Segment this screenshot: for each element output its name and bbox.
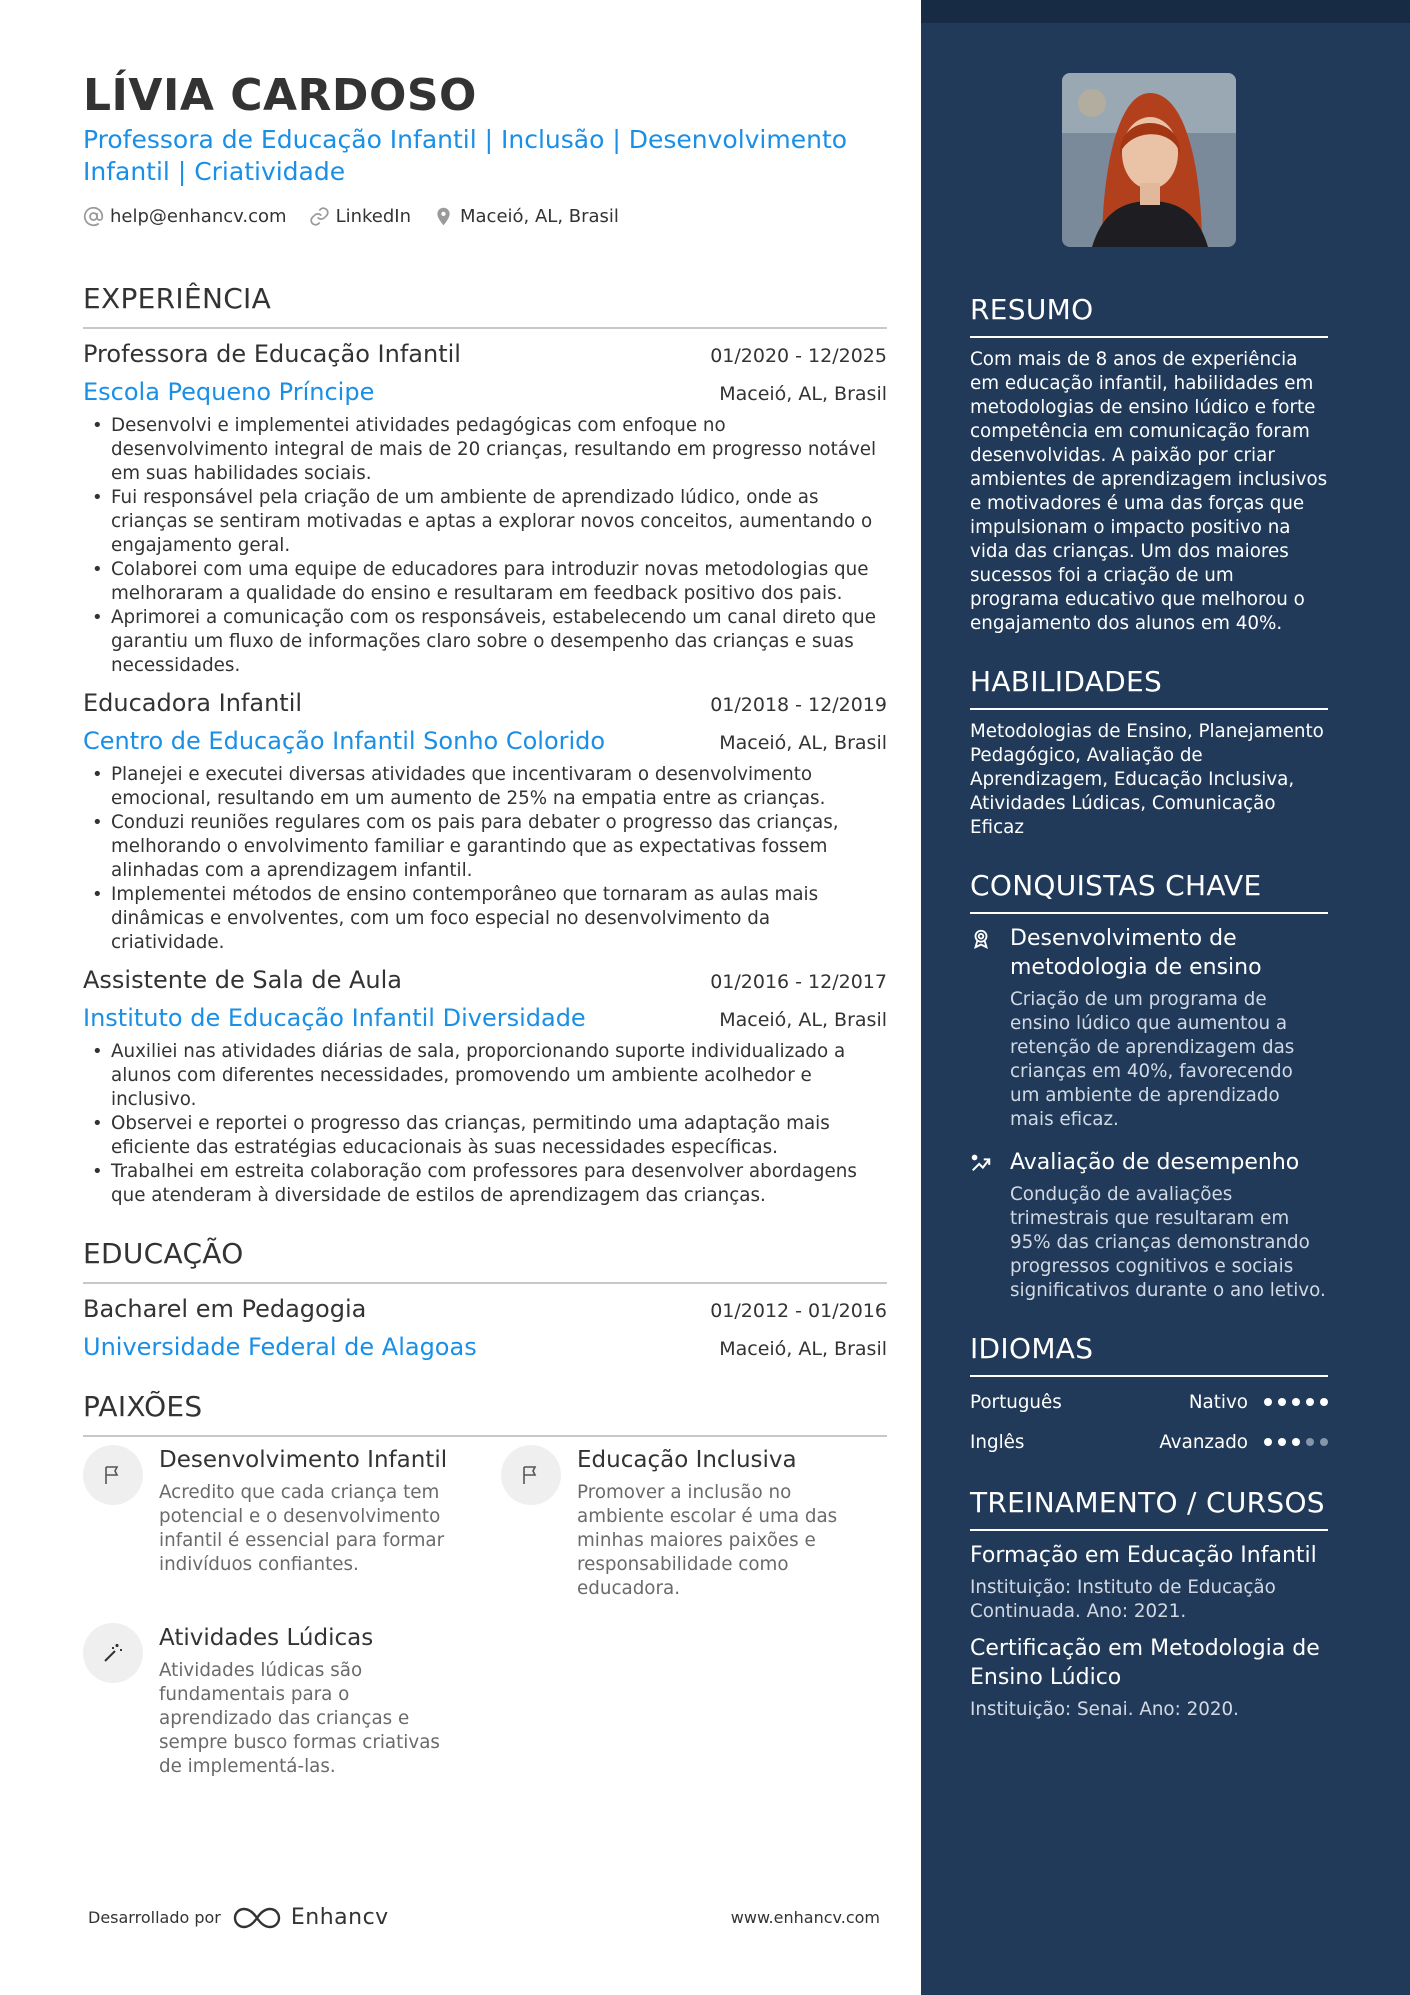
language-rating xyxy=(1264,1398,1328,1406)
school-location: Maceió, AL, Brasil xyxy=(719,1338,887,1360)
bullet-item: • Planejei e executei diversas atividades que incentivaram o desenvolvimento emocional, resultando em um aumento de 25% na empatia entre as crianças. xyxy=(83,763,887,811)
email-text: help@enhancv.com xyxy=(110,206,287,227)
rating-dot xyxy=(1278,1438,1286,1446)
main-column xyxy=(83,70,887,1779)
bullet-item: • Aprimorei a comunicação com os responsáveis, estabelecendo um canal direto que garantiu um fluxo de informações claro sobre o desempenho das crianças e suas necessidades. xyxy=(83,606,887,678)
headline: Professora de Educação Infantil | Inclusão | Desenvolvimento Infantil | Criatividade xyxy=(83,125,848,186)
course-description: Instituição: Instituto de Educação Continuada. Ano: 2021. xyxy=(970,1577,1276,1622)
magic-wand-icon xyxy=(83,1623,143,1683)
school-name: Universidade Federal de Alagoas xyxy=(83,1333,477,1361)
courses-title: TREINAMENTO / CURSOS xyxy=(970,1486,1325,1519)
passion-item xyxy=(501,1445,887,1601)
language-level: Nativo xyxy=(1188,1391,1248,1413)
section-divider xyxy=(970,708,1328,710)
contact-info xyxy=(83,206,887,227)
course-item xyxy=(970,1634,1328,1722)
language-name: Inglês xyxy=(970,1431,1025,1453)
contact-location xyxy=(433,206,619,227)
education-title: EDUCAÇÃO xyxy=(83,1237,244,1270)
bullet-item: • Conduzi reuniões regulares com os pais para debater o progresso das crianças, melhorando o envolvimento familiar e garantindo que as expectativas fossem alinhadas com a aprendizagem infantil. xyxy=(83,811,887,883)
passion-title: Atividades Lúdicas xyxy=(159,1625,374,1651)
achievements-section xyxy=(970,868,1328,1303)
passion-item xyxy=(83,1623,501,1779)
bullet-item: • Fui responsável pela criação de um ambiente de aprendizado lúdico, onde as crianças se sentiram motivadas e aptas a explorar novos conceitos, aumentando o engajamento geral. xyxy=(83,486,887,558)
achievement-item xyxy=(970,1148,1328,1303)
location-pin-icon xyxy=(433,206,454,227)
section-divider xyxy=(83,1282,887,1284)
job-title: Assistente de Sala de Aula xyxy=(83,966,402,994)
passion-item xyxy=(83,1445,501,1601)
company-name: Centro de Educação Infantil Sonho Colorido xyxy=(83,727,606,755)
bullet-item: • Implementei métodos de ensino contemporâneo que tornaram as aulas mais dinâmicas e envolventes, com um foco especial no desenvolvimento da criatividade. xyxy=(83,883,887,955)
brand-name: Enhancv xyxy=(290,1905,389,1930)
achievement-description: Condução de avaliações trimestrais que resultaram em 95% das crianças demonstrando progressos cognitivos e sociais significativos durante o ano letivo. xyxy=(1010,1184,1326,1301)
job-bullets xyxy=(83,763,887,955)
courses-section xyxy=(970,1485,1328,1722)
languages-title: IDIOMAS xyxy=(970,1332,1094,1365)
education-section xyxy=(83,1236,887,1363)
rating-dot xyxy=(1292,1438,1300,1446)
rating-dot xyxy=(1264,1438,1272,1446)
rating-dot xyxy=(1320,1398,1328,1406)
skills-text: Metodologias de Ensino, Planejamento Pedagógico, Avaliação de Aprendizagem, Educação Inclusiva, Atividades Lúdicas, Comunicação Eficaz xyxy=(970,721,1324,838)
infinity-logo-icon xyxy=(233,1906,281,1930)
job-entry xyxy=(83,338,887,678)
languages-section xyxy=(970,1331,1328,1457)
rating-dot xyxy=(1278,1398,1286,1406)
contact-email[interactable] xyxy=(83,206,287,227)
section-divider xyxy=(970,912,1328,914)
passion-description: Promover a inclusão no ambiente escolar é uma das minhas maiores paixões e responsabilidade como educadora. xyxy=(577,1482,838,1599)
link-icon xyxy=(309,206,330,227)
passions-title: PAIXÕES xyxy=(83,1390,203,1423)
passion-description: Atividades lúdicas são fundamentais para o aprendizado das crianças e sempre busco formas criativas de implementá-las. xyxy=(159,1660,440,1777)
language-item xyxy=(970,1427,1328,1457)
bullet-item: • Desenvolvi e implementei atividades pedagógicas com enfoque no desenvolvimento integral de mais de 20 crianças, resultando em progresso notável em suas habilidades sociais. xyxy=(83,414,887,486)
job-bullets xyxy=(83,1040,887,1208)
section-divider xyxy=(83,327,887,329)
skills-title: HABILIDADES xyxy=(970,665,1163,698)
course-description: Instituição: Senai. Ano: 2020. xyxy=(970,1699,1239,1720)
language-level: Avanzado xyxy=(1159,1431,1248,1453)
rating-dot xyxy=(1264,1398,1272,1406)
sidebar-top-strip xyxy=(921,0,1410,23)
job-location: Maceió, AL, Brasil xyxy=(719,1009,887,1031)
job-location: Maceió, AL, Brasil xyxy=(719,732,887,754)
company-name: Escola Pequeno Príncipe xyxy=(83,378,375,406)
bullet-item: • Colaborei com uma equipe de educadores para introduzir novas metodologias que melhoraram a qualidade do ensino e resultaram em feedback positivo dos pais. xyxy=(83,558,887,606)
contact-linkedin[interactable] xyxy=(309,206,411,227)
award-icon xyxy=(970,924,994,1132)
powered-by-label: Desarrollado por xyxy=(88,1908,221,1927)
job-bullets xyxy=(83,414,887,678)
passion-title: Desenvolvimento Infantil xyxy=(159,1447,448,1473)
enhancv-logo[interactable] xyxy=(233,1905,389,1930)
education-entry xyxy=(83,1293,887,1363)
course-item xyxy=(970,1541,1328,1624)
passion-title: Educação Inclusiva xyxy=(577,1447,797,1473)
footer xyxy=(88,1905,880,1930)
summary-section xyxy=(970,292,1328,636)
flag-icon xyxy=(501,1445,561,1505)
section-divider xyxy=(83,1435,887,1437)
section-divider xyxy=(970,1529,1328,1531)
website-link[interactable]: www.enhancv.com xyxy=(730,1908,880,1927)
growth-icon xyxy=(970,1148,994,1303)
rating-dot xyxy=(1292,1398,1300,1406)
skills-section xyxy=(970,664,1328,840)
job-dates: 01/2020 - 12/2025 xyxy=(710,345,887,367)
course-title: Formação em Educação Infantil xyxy=(970,1543,1317,1568)
job-entry xyxy=(83,687,887,955)
language-name: Português xyxy=(970,1391,1062,1413)
education-dates: 01/2012 - 01/2016 xyxy=(710,1300,887,1322)
linkedin-text: LinkedIn xyxy=(335,206,411,227)
passion-description: Acredito que cada criança tem potencial e o desenvolvimento infantil é essencial para formar indivíduos confiantes. xyxy=(159,1482,445,1575)
rating-dot xyxy=(1306,1438,1314,1446)
location-text: Maceió, AL, Brasil xyxy=(460,206,619,227)
course-title: Certificação em Metodologia de Ensino Lúdico xyxy=(970,1636,1320,1690)
rating-dot xyxy=(1320,1438,1328,1446)
language-item xyxy=(970,1387,1328,1417)
company-name: Instituto de Educação Infantil Diversidade xyxy=(83,1004,586,1032)
job-title: Professora de Educação Infantil xyxy=(83,340,461,368)
passions-section xyxy=(83,1389,887,1779)
flag-icon xyxy=(83,1445,143,1505)
experience-title: EXPERIÊNCIA xyxy=(83,282,272,315)
achievements-title: CONQUISTAS CHAVE xyxy=(970,869,1262,902)
achievement-item xyxy=(970,924,1328,1132)
section-divider xyxy=(970,336,1328,338)
profile-photo xyxy=(1062,73,1236,247)
rating-dot xyxy=(1306,1398,1314,1406)
summary-title: RESUMO xyxy=(970,293,1094,326)
achievement-title: Desenvolvimento de metodologia de ensino xyxy=(1010,926,1262,980)
candidate-name: LÍVIA CARDOSO xyxy=(83,70,477,121)
job-title: Educadora Infantil xyxy=(83,689,303,717)
bullet-item: • Auxiliei nas atividades diárias de sala, proporcionando suporte individualizado a alunos com diferentes necessidades, promovendo um ambiente acolhedor e inclusivo. xyxy=(83,1040,887,1112)
job-entry xyxy=(83,964,887,1208)
bullet-item: • Trabalhei em estreita colaboração com professores para desenvolver abordagens que atenderam à diversidade de estilos de aprendizagem das crianças. xyxy=(83,1160,887,1208)
degree: Bacharel em Pedagogia xyxy=(83,1295,367,1323)
job-dates: 01/2016 - 12/2017 xyxy=(710,971,887,993)
experience-section xyxy=(83,281,887,1208)
at-icon xyxy=(83,206,104,227)
job-dates: 01/2018 - 12/2019 xyxy=(710,694,887,716)
job-location: Maceió, AL, Brasil xyxy=(719,383,887,405)
achievement-description: Criação de um programa de ensino lúdico que aumentou a retenção de aprendizagem das crianças em 40%, favorecendo um ambiente de aprendizado mais eficaz. xyxy=(1010,989,1295,1130)
section-divider xyxy=(970,1375,1328,1377)
achievement-title: Avaliação de desempenho xyxy=(1010,1150,1300,1175)
summary-text: Com mais de 8 anos de experiência em educação infantil, habilidades em metodologias de ensino lúdico e forte competência em comunicação foram desenvolvidas. A paixão por criar ambientes de aprendizagem inclusivos e motivadores é uma das forças que impulsionam o impacto positivo na vida das crianças. Um dos maiores sucessos foi a criação de um programa educativo que melhorou o engajamento dos alunos em 40%. xyxy=(970,349,1328,634)
bullet-item: • Observei e reportei o progresso das crianças, permitindo uma adaptação mais eficiente das estratégias educacionais às suas necessidades específicas. xyxy=(83,1112,887,1160)
language-rating xyxy=(1264,1438,1328,1446)
